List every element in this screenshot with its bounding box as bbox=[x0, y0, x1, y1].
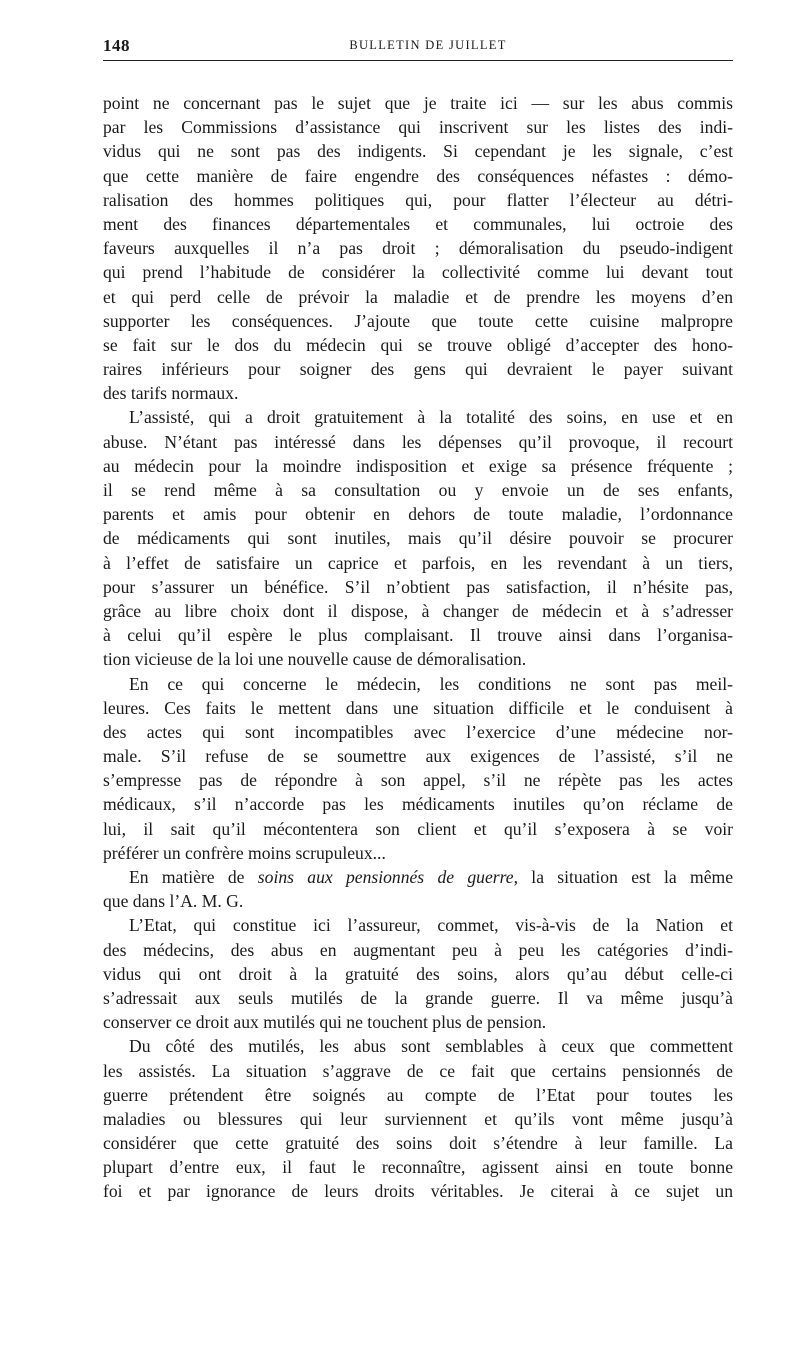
text-line: s’empresse pas de répondre à son appel, s’il ne répète pas les actes bbox=[103, 770, 733, 791]
text-line: foi et par ignorance de leurs droits véritables. Je citerai à ce sujet un bbox=[103, 1181, 733, 1202]
text-line: que dans l’A. M. G. bbox=[103, 891, 244, 912]
text-segment: , la situation est la même bbox=[513, 867, 734, 887]
text-line: Du côté des mutilés, les abus sont semblables à ceux que commettent bbox=[129, 1036, 733, 1057]
text-line: raires inférieurs pour soigner des gens qui devraient le payer suivant bbox=[103, 359, 733, 380]
text-line: maladies ou blessures qui leur surviennent et qu’ils vont même jusqu’à bbox=[103, 1108, 733, 1129]
page-header bbox=[103, 36, 733, 61]
text-line: L’Etat, qui constitue ici l’assureur, commet, vis-à-vis de la Nation et bbox=[129, 915, 733, 936]
text-line bbox=[103, 865, 733, 889]
text-line: à l’effet de satisfaire un caprice et parfois, en les revendant à un tiers, bbox=[103, 552, 733, 573]
running-head: BULLETIN DE JUILLET bbox=[349, 38, 507, 52]
text-line: faveurs auxquelles il n’a pas droit ; démoralisation du pseudo-indigent bbox=[103, 238, 733, 259]
text-line: grâce au libre choix dont il dispose, à changer de médecin et à s’adresser bbox=[103, 600, 733, 621]
text-line: il se rend même à sa consultation ou y envoie un de ses enfants, bbox=[103, 480, 733, 500]
text-line: au médecin pour la moindre indisposition et exige sa présence fréquente ; bbox=[103, 455, 733, 476]
document-page bbox=[103, 36, 733, 1204]
text-line: considérer que cette gratuité des soins doit s’étendre à leur famille. La bbox=[103, 1133, 733, 1154]
text-line: supporter les conséquences. J’ajoute que toute cette cuisine malpropre bbox=[103, 310, 733, 331]
text-line: ralisation des hommes politiques qui, pour flatter l’électeur au détri- bbox=[103, 189, 733, 210]
text-line: guerre prétendent être soignés au compte de l’Etat pour toutes les bbox=[103, 1084, 733, 1105]
text-line: L’assisté, qui a droit gratuitement à la totalité des soins, en use et en bbox=[129, 407, 733, 428]
text-line: abuse. N’étant pas intéressé dans les dépenses qu’il provoque, il recourt bbox=[103, 431, 733, 452]
text-line: pour s’assurer un bénéfice. S’il n’obtient pas satisfaction, il n’hésite pas, bbox=[103, 576, 733, 597]
text-line: conserver ce droit aux mutilés qui ne touchent plus de pension. bbox=[103, 1012, 547, 1033]
text-line: par les Commissions d’assistance qui inscrivent sur les listes des indi- bbox=[103, 117, 733, 138]
text-line: à celui qu’il espère le plus complaisant. Il trouve ainsi dans l’organisa- bbox=[103, 625, 733, 646]
text-line: de médicaments qui sont inutiles, mais qu’il désire pouvoir se procurer bbox=[103, 528, 733, 549]
text-line: médicaux, s’il n’accorde pas les médicaments inutiles qu’on réclame de bbox=[103, 794, 733, 815]
text-line: plupart d’entre eux, il faut le reconnaître, agissent ainsi en toute bonne bbox=[103, 1157, 733, 1178]
text-line: que cette manière de faire engendre des conséquences néfastes : démo- bbox=[103, 165, 733, 186]
text-line: les assistés. La situation s’aggrave de ce fait que certains pensionnés de bbox=[103, 1060, 733, 1081]
text-line: lui, il sait qu’il mécontentera son client et qu’il s’exposera à se voir bbox=[103, 818, 733, 839]
text-line: En ce qui concerne le médecin, les conditions ne sont pas meil- bbox=[129, 673, 733, 694]
text-line: ment des finances départementales et communales, lui octroie des bbox=[103, 213, 733, 234]
text-line: des tarifs normaux. bbox=[103, 383, 239, 404]
text-line: se fait sur le dos du médecin qui se trouve obligé d’accepter des hono- bbox=[103, 334, 733, 355]
text-line: vidus qui ont droit à la gratuité des soins, alors qu’au début celle-ci bbox=[103, 963, 733, 984]
text-line: des médecins, des abus en augmentant peu à peu les catégories d’indi- bbox=[103, 939, 733, 960]
text-line: vidus qui ne sont pas des indigents. Si cependant je les signale, c’est bbox=[103, 141, 733, 162]
text-line: des actes qui sont incompatibles avec l’exercice d’une médecine nor- bbox=[103, 721, 733, 742]
text-line: préférer un confrère moins scrupuleux... bbox=[103, 842, 386, 863]
text-line: et qui perd celle de prévoir la maladie et de prendre les moyens d’en bbox=[103, 286, 733, 307]
text-line: male. S’il refuse de se soumettre aux exigences de l’assisté, s’il ne bbox=[103, 746, 733, 767]
text-line: qui prend l’habitude de considérer la collectivité comme lui devant tout bbox=[103, 262, 733, 283]
page-number: 148 bbox=[103, 36, 130, 55]
body-text bbox=[103, 91, 733, 1204]
text-line: leures. Ces faits le mettent dans une situation difficile et le conduisent à bbox=[103, 697, 733, 718]
text-segment: En matière de bbox=[129, 867, 258, 887]
italic-phrase: soins aux pensionnés de guerre bbox=[257, 867, 514, 887]
text-line: parents et amis pour obtenir en dehors de toute maladie, l’ordonnance bbox=[103, 504, 733, 525]
text-line: point ne concernant pas le sujet que je traite ici — sur les abus commis bbox=[103, 93, 733, 113]
text-line: s’adressait aux seuls mutilés de la grande guerre. Il va même jusqu’à bbox=[103, 987, 733, 1008]
text-line: tion vicieuse de la loi une nouvelle cause de démoralisation. bbox=[103, 649, 527, 670]
